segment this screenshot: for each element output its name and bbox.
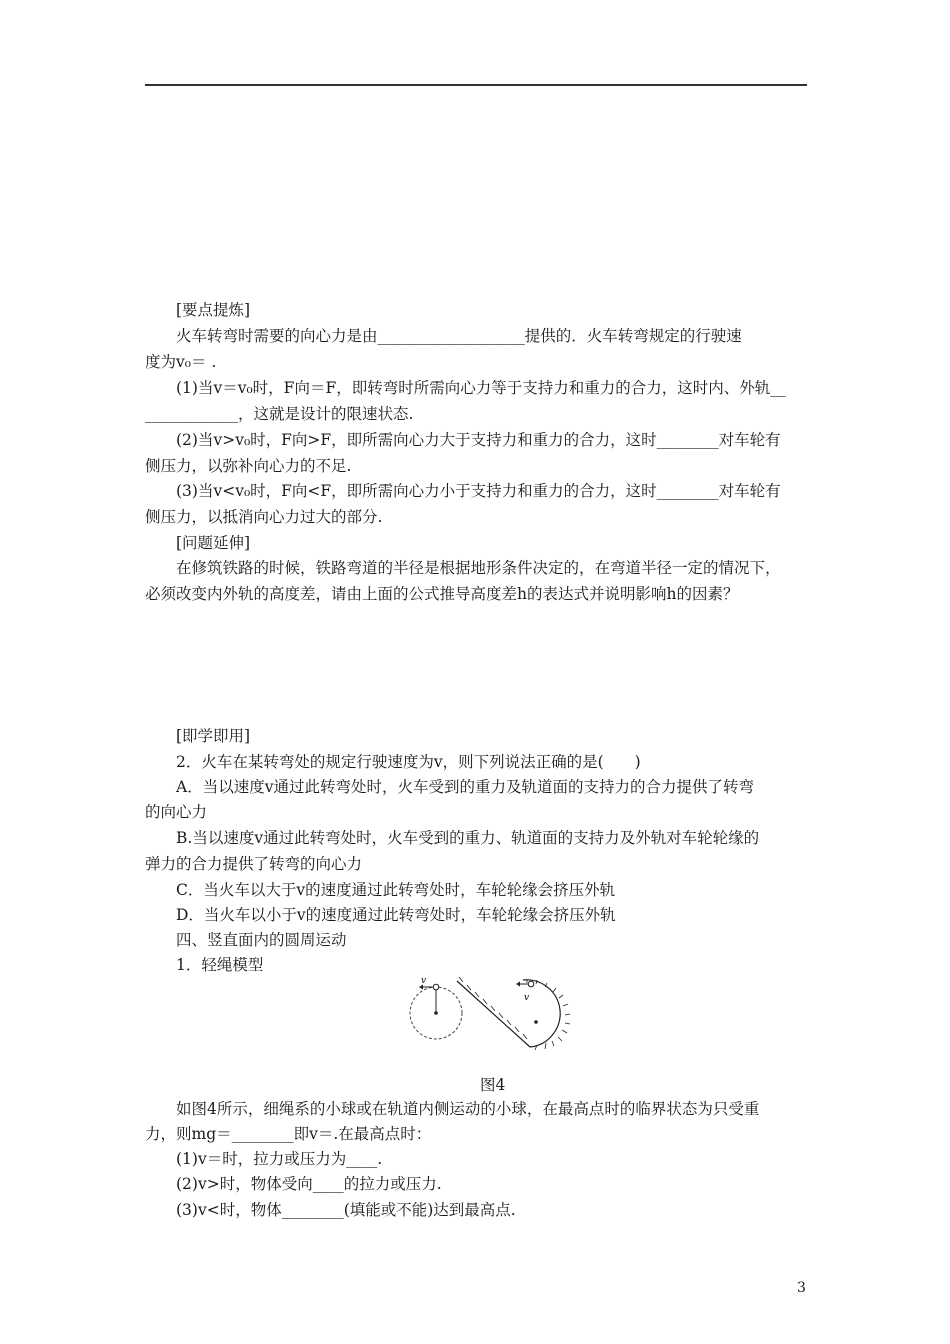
svg-text:v: v <box>421 976 427 986</box>
header-rule <box>145 84 807 86</box>
paragraph-line: 必须改变内外轨的高度差，请由上面的公式推导高度差h的表达式并说明影响h的因素？ <box>145 585 739 603</box>
option-c: C．当火车以大于v的速度通过此转弯处时，车轮轮缘会挤压外轨 <box>176 881 616 899</box>
paragraph-line: 力，则mg＝________即v＝.在最高点时： <box>145 1125 432 1143</box>
paragraph-line: (1)v＝时，拉力或压力为____. <box>176 1150 383 1168</box>
paragraph-line: 如图4所示，细绳系的小球或在轨道内侧运动的小球，在最高点时的临界状态为只受重 <box>176 1100 760 1118</box>
option-b-cont: 弹力的合力提供了转弯的向心力 <box>145 855 363 873</box>
paragraph-line: 火车转弯时需要的向心力是由___________________提供的．火车转弯规定的行驶速 <box>176 327 742 345</box>
paragraph-line: 度为v₀＝ . <box>145 353 217 371</box>
paragraph-line: (3)v<时，物体________(填能或不能)达到最高点. <box>176 1201 516 1219</box>
paragraph-line: ____________，这就是设计的限速状态. <box>145 405 414 423</box>
subsection-heading: 1．轻绳模型 <box>176 956 264 974</box>
svg-text:v: v <box>524 993 530 1003</box>
heading-key-points: [要点提炼] <box>176 301 251 319</box>
paragraph-line: (2)当v>v₀时，F向>F，即所需向心力大于支持力和重力的合力，这时________对车轮有 <box>176 431 781 449</box>
option-a-cont: 的向心力 <box>145 803 208 821</box>
figure-4-diagram <box>405 970 580 1050</box>
paragraph-line: (2)v>时，物体受向____的拉力或压力. <box>176 1175 442 1193</box>
page-number: 3 <box>797 1280 806 1296</box>
section-heading: 四、竖直面内的圆周运动 <box>176 931 347 949</box>
heading-practice: [即学即用] <box>176 727 251 745</box>
option-a: A．当以速度v通过此转弯处时，火车受到的重力及轨道面的支持力的合力提供了转弯 <box>176 778 754 796</box>
option-d: D．当火车以小于v的速度通过此转弯处时，车轮轮缘会挤压外轨 <box>176 906 616 924</box>
paragraph-line: (3)当v<v₀时，F向<F，即所需向心力小于支持力和重力的合力，这时________对车轮有 <box>176 482 781 500</box>
paragraph-line: 侧压力，以弥补向心力的不足. <box>145 457 352 475</box>
heading-extension: [问题延伸] <box>176 534 251 552</box>
paragraph-line: 在修筑铁路的时候，铁路弯道的半径是根据地形条件决定的，在弯道半径一定的情况下， <box>176 559 781 577</box>
option-b: B.当以速度v通过此转弯处时，火车受到的重力、轨道面的支持力及外轨对车轮轮缘的 <box>176 829 760 847</box>
question-stem: 2．火车在某转弯处的规定行驶速度为v，则下列说法正确的是( ) <box>176 753 641 771</box>
paragraph-line: 侧压力，以抵消向心力过大的部分. <box>145 508 383 526</box>
figure-caption: 图4 <box>480 1076 506 1094</box>
paragraph-line: (1)当v＝v₀时，F向＝F，即转弯时所需向心力等于支持力和重力的合力，这时内、外轨__ <box>176 379 786 397</box>
